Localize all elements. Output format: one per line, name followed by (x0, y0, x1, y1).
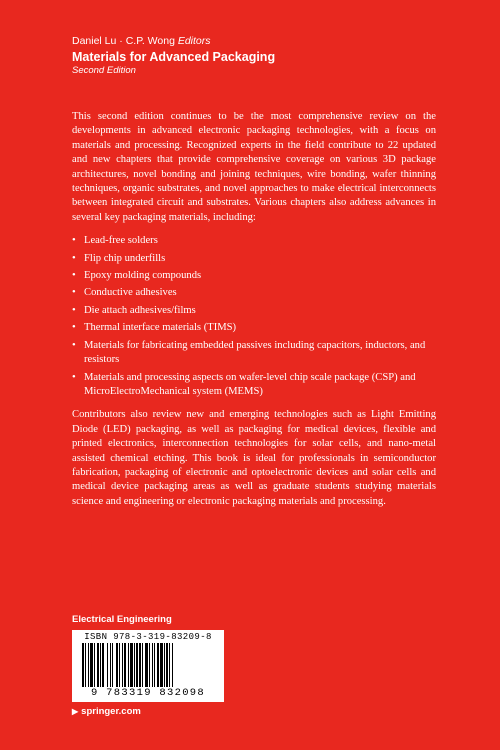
list-item: • Materials and processing aspects on wafer-level chip scale package (CSP) and MicroElectroMechanical system (MEMS) (72, 371, 436, 400)
closing-paragraph: Contributors also review new and emerging technologies such as Light Emitting Diode (LED) packaging, as well as packaging for medical devices, flexible and printed electronics, interconnection technologies for solar cells, and nano-metal assisted chemical etching. This book is ideal for professionals in semiconductor fabrication, packaging of electronic and optoelectronic devices and solar cells and medical device packaging areas as well as graduate students studying materials science and engineering or electronic packaging materials and processing. (72, 409, 436, 507)
intro-paragraph: This second edition continues to be the most comprehensive review on the developments in advanced electronic packaging technologies, with a focus on materials and processing. Recognized experts in the field contribute to 22 updated and new chapters that provide comprehensive coverage on various 3D package architectures, novel bonding and joining techniques, wire bonding, wafer thinning techniques, organic substrates, and novel approaches to make electrical interconnects between integrated circuit and substrates. Various chapters also address advances in several key packaging materials, including: (72, 111, 436, 223)
list-item: • Thermal interface materials (TIMS) (72, 321, 436, 335)
publisher-url: springer.com (81, 706, 141, 717)
materials-list (72, 234, 436, 399)
publisher-link[interactable] (72, 706, 141, 717)
barcode-number: 9 783319 832098 (90, 687, 205, 699)
edition-label: Second Edition (72, 65, 136, 76)
blurb (72, 110, 436, 509)
list-item: • Lead-free solders (72, 234, 436, 248)
arrow-right-icon: ▶ (72, 707, 79, 716)
category-label: Electrical Engineering (72, 614, 172, 625)
barcode-bars (78, 643, 218, 687)
list-item: • Conductive adhesives (72, 286, 436, 300)
cover-header (72, 34, 452, 77)
list-item: • Epoxy molding compounds (72, 269, 436, 283)
list-item: • Materials for fabricating embedded passives including capacitors, inductors, and resistors (72, 339, 436, 368)
list-item: • Flip chip underfills (72, 252, 436, 266)
editor-names: Daniel Lu · C.P. Wong (72, 35, 175, 47)
editors-line (72, 34, 452, 48)
book-title: Materials for Advanced Packaging (72, 50, 276, 64)
list-item: • Die attach adhesives/films (72, 304, 436, 318)
editors-role: Editors (177, 35, 211, 47)
barcode (72, 630, 224, 702)
isbn-text: ISBN 978-3-319-83209-8 (84, 632, 212, 642)
